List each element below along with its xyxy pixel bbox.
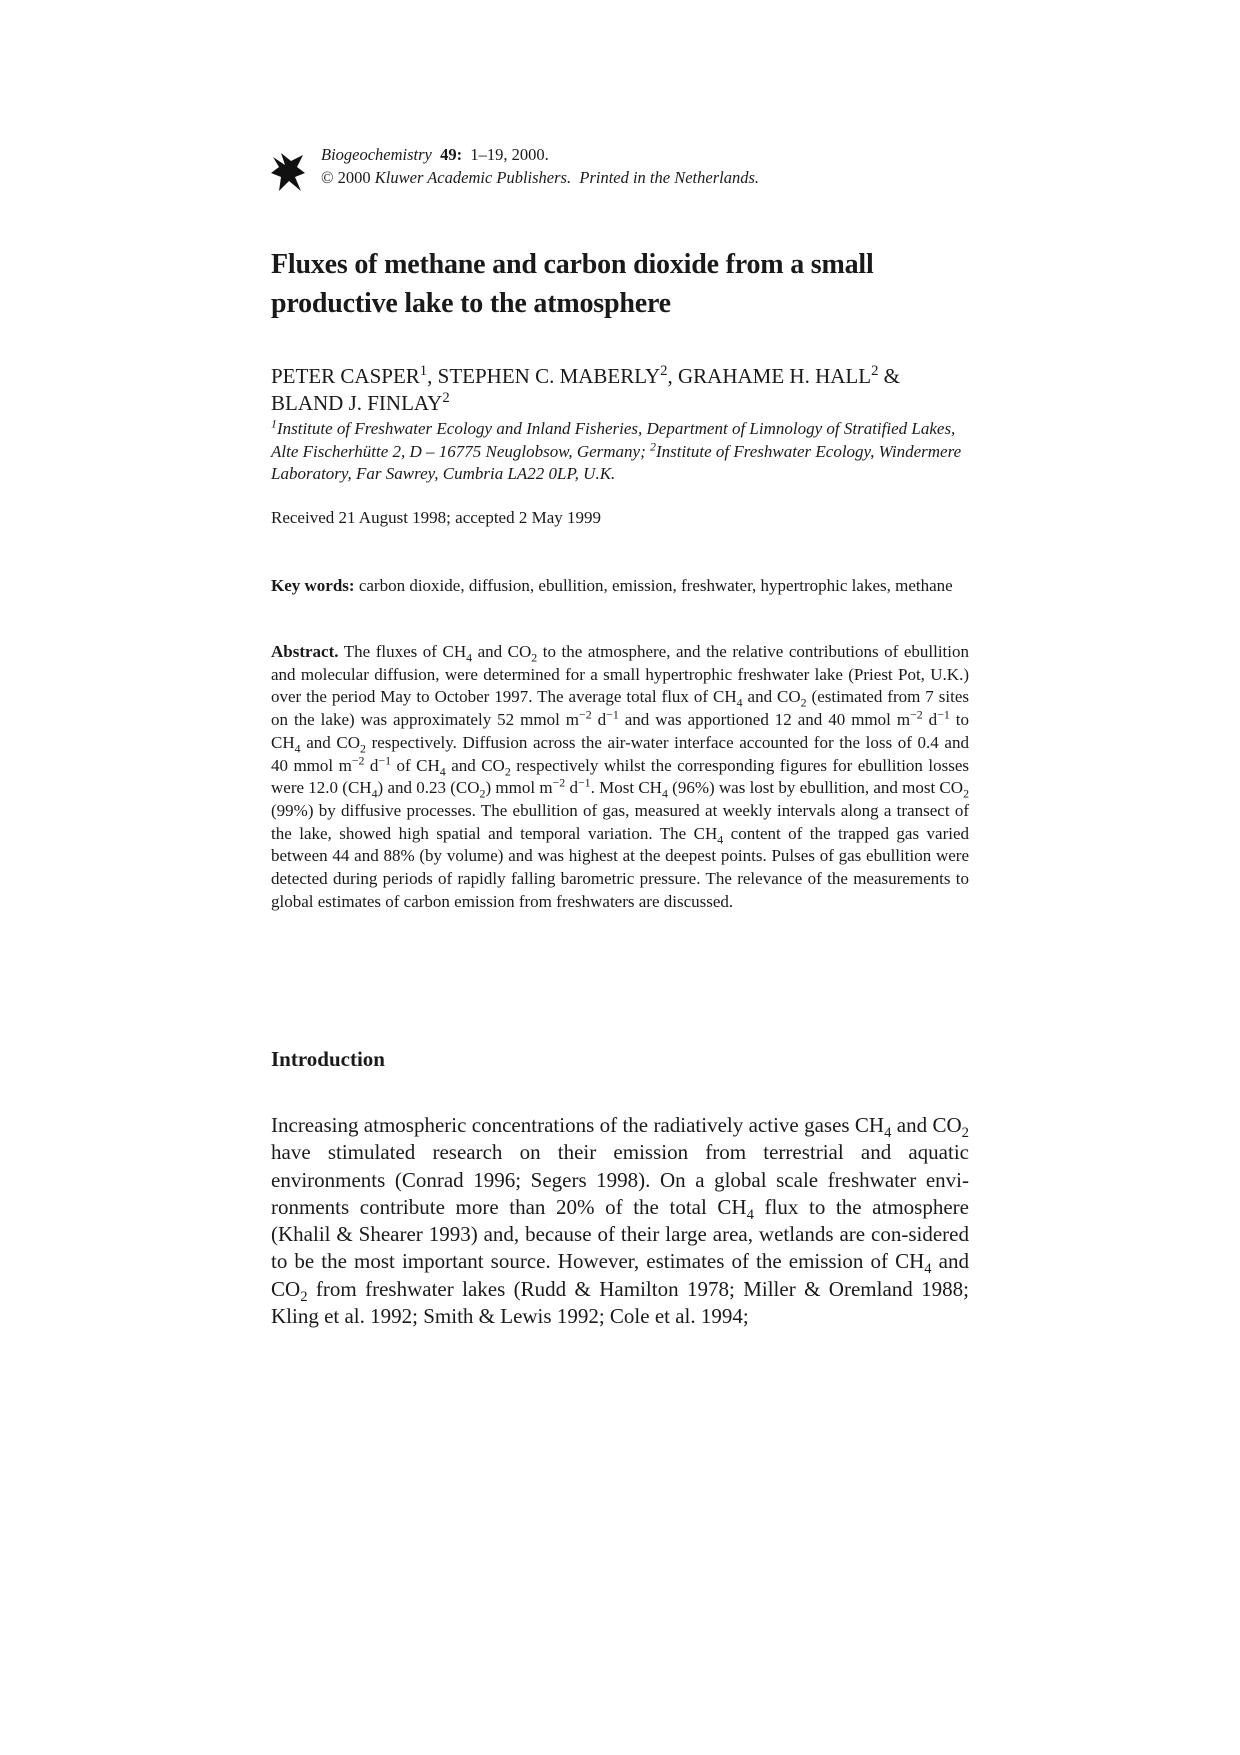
citation-line	[321, 143, 759, 166]
journal-header	[271, 143, 969, 195]
abstract-text: d	[565, 778, 578, 798]
subscript: 2	[531, 650, 538, 665]
abstract-text: respectively. Diffusion across the air-water interface accounted for the loss of 0.4 and 40 mmol m	[271, 732, 969, 775]
body-text: Increasing atmospheric concentrations of the radiatively active gases CH	[271, 1113, 885, 1137]
abstract-text: (estimated from 7 sites on the lake) was approximately 52 mmol m	[271, 687, 969, 730]
journal-name: Biogeochemistry	[321, 145, 432, 164]
affiliation-1: Institute of Freshwater Ecology and Inland Fisheries, Department of Limnology of Stratified Lakes, Alte Fischerhütte 2, D – 16775 Neuglobsow, Germany;	[271, 419, 956, 461]
copyright-year: 2000	[337, 168, 371, 187]
author-name: BLAND J. FINLAY	[271, 391, 443, 415]
superscript: −1	[937, 707, 950, 722]
subscript: 4	[371, 786, 378, 801]
article-title	[271, 245, 969, 323]
subscript: 2	[300, 1288, 308, 1305]
abstract-label: Abstract.	[271, 642, 339, 661]
subscript: 4	[661, 786, 668, 801]
author-list	[271, 363, 969, 417]
publisher-name: Kluwer Academic Publishers.	[374, 168, 572, 187]
author-affil-sup: 2	[442, 390, 450, 406]
subscript: 4	[466, 650, 473, 665]
abstract-text: to the atmosphere, and the relative contributions of ebullition and molecular diffusion, were determined for a small hypertrophic freshwater lake (Priest Pot, U.K.) over the period May to October 1997. The average total flux of CH	[271, 642, 969, 707]
superscript: −1	[577, 775, 591, 790]
subscript: 4	[746, 1207, 754, 1224]
abstract-text: and CO	[472, 642, 532, 661]
abstract	[271, 641, 969, 913]
abstract-text: to CH	[271, 710, 970, 752]
subscript: 2	[360, 741, 366, 756]
subscript: 2	[961, 1125, 969, 1142]
subscript: 2	[800, 695, 807, 710]
superscript: −1	[378, 752, 392, 767]
abstract-text: respectively whilst the corresponding figures for ebullition losses were 12.0 (CH	[271, 755, 969, 798]
author-affil-sup: 2	[660, 363, 668, 379]
abstract-text: ) mmol m	[485, 778, 553, 798]
body-text: have stimulated research on their emission from terrestrial and aquatic environments (Conrad 1996; Segers 1998). On a global scale freshwater envi-ronments contribute more than 20% of the total CH	[271, 1140, 969, 1219]
affil-sup: 2	[650, 438, 656, 453]
subscript: 2	[504, 763, 511, 778]
body-text: and CO	[891, 1113, 962, 1137]
superscript: −2	[578, 707, 592, 722]
section-heading-introduction: Introduction	[271, 1047, 385, 1071]
abstract-text: d	[591, 710, 607, 730]
abstract-text: and CO	[742, 687, 801, 707]
copyright-symbol: ©	[321, 168, 334, 187]
keywords-text: carbon dioxide, diffusion, ebullition, emission, freshwater, hypertrophic lakes, methane	[354, 576, 953, 595]
body-text: from freshwater lakes (Rudd & Hamilton 1978; Miller & Oremland 1988; Kling et al. 1992; Smith & Lewis 1992; Cole et al. 1994;	[271, 1276, 969, 1329]
printed-in: Printed in the Netherlands.	[579, 168, 760, 187]
abstract-text: and was apportioned 12 and 40 mmol m	[618, 710, 911, 730]
abstract-text: The fluxes of CH	[338, 642, 467, 661]
author-name: , STEPHEN C. MABERLY	[427, 364, 661, 388]
journal-volume: 49:	[440, 145, 463, 164]
subscript: 4	[294, 741, 301, 756]
subscript: 4	[717, 832, 724, 847]
subscript: 4	[884, 1125, 892, 1142]
superscript: −2	[910, 707, 923, 722]
subscript: 2	[479, 786, 486, 801]
subscript: 2	[963, 786, 970, 801]
title-line-2: productive lake to the atmosphere	[271, 288, 671, 319]
keywords	[271, 575, 969, 598]
body-text: flux to the atmosphere (Khalil & Shearer 1993) and, because of their large area, wetlands are con-sidered to be the most important source. However, estimates of the emission of CH	[271, 1194, 969, 1274]
introduction-paragraph	[271, 1112, 969, 1330]
author-name: , GRAHAME H. HALL	[667, 364, 872, 388]
abstract-text: and CO	[445, 755, 505, 775]
abstract-text: d	[364, 755, 379, 775]
abstract-text: and CO	[300, 732, 361, 752]
abstract-text: of CH	[391, 755, 440, 775]
abstract-text: (99%) by diffusive processes. The ebullition of gas, measured at weekly intervals along a transect of the lake, showed high spatial and temporal variation. The CH	[271, 800, 969, 843]
superscript: −2	[351, 752, 365, 767]
subscript: 4	[736, 695, 743, 710]
subscript: 4	[924, 1261, 932, 1278]
superscript: −2	[552, 775, 566, 790]
publisher-logo-icon	[271, 151, 305, 193]
received-dates: Received 21 August 1998; accepted 2 May 1999	[271, 508, 602, 527]
superscript: −1	[606, 707, 619, 722]
author-affil-sup: 1	[419, 363, 428, 379]
abstract-text: d	[922, 710, 938, 730]
subscript: 4	[439, 763, 446, 778]
copyright-line	[321, 166, 759, 189]
affil-sup: 1	[271, 416, 277, 431]
title-line-1: Fluxes of methane and carbon dioxide from a small	[271, 249, 874, 280]
affiliation-2: Institute of Freshwater Ecology, Windermere Laboratory, Far Sawrey, Cumbria LA22 0LP, U.K.	[271, 441, 962, 483]
abstract-text: (96%) was lost by ebullition, and most CO	[667, 778, 964, 798]
author-affil-sup: 2	[871, 363, 879, 379]
keywords-label: Key words:	[271, 576, 355, 595]
author-name: PETER CASPER	[271, 364, 420, 388]
abstract-text: content of the trapped gas varied between 44 and 88% (by volume) and was highest at the deepest points. Pulses of gas ebullition were detected during periods of rapidly falling barometric pressure. The relevance of the measurements to global estimates of carbon emission from freshwaters are discussed.	[271, 823, 970, 911]
journal-pages: 1–19, 2000.	[470, 145, 549, 164]
header-citation	[321, 143, 759, 189]
affiliations	[271, 418, 969, 486]
abstract-text: . Most CH	[590, 778, 662, 798]
author-ampersand: &	[878, 364, 900, 388]
abstract-text: ) and 0.23 (CO	[377, 778, 480, 798]
body-text: and CO	[271, 1249, 969, 1301]
